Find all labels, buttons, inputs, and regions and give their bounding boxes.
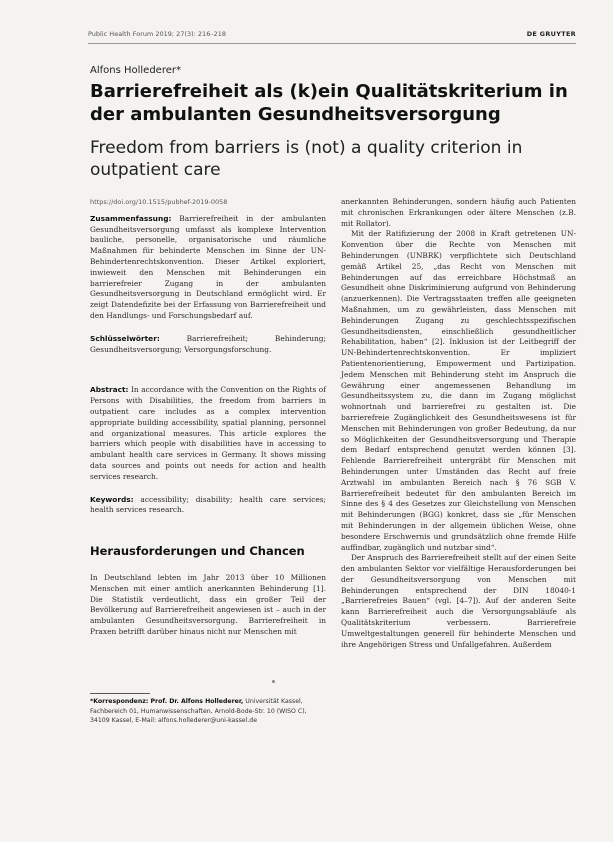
title-english: Freedom from barriers is (not) a quality criterion in outpatient care — [90, 138, 523, 180]
footnote-label: *Korrespondenz: Prof. Dr. Alfons Hollederer, — [90, 698, 244, 705]
keywords-english-text: accessibility; disability; health care services; health services research. — [90, 494, 326, 515]
correspondence-footnote — [90, 697, 326, 726]
keywords-german-label: Schlüsselwörter: — [90, 333, 160, 343]
abstract-english-text: In accordance with the Convention on the Rights of Persons with Disabilities, the freedom from barriers in outpatient care includes as a complex intervention appropriate building accessibility, spatial planning, personnel and organizational measures. This article explores the barriers which people with disabilities have in accessing to ambulant health care services in Germany. It shows missing data sources and points out needs for action and health services research. — [90, 385, 326, 481]
doi-link[interactable]: https://doi.org/10.1515/pubhef-2019-0058 — [90, 198, 228, 206]
abstract-english-label: Abstract: — [90, 385, 129, 395]
scan-speck — [272, 680, 275, 683]
running-header — [88, 30, 576, 42]
title-german: Barrierefreiheit als (k)ein Qualitätskriterium in der ambulanten Gesundheitsversorgung — [90, 81, 568, 125]
right-paragraph-3: Der Anspruch des Barrierefreiheit stellt auf der einen Seite den ambulanten Sektor vor vielfältige Herausforderungen bei der Gesundheitsversorgung von Menschen mit Behinderungen entsprechend der DIN 18040-1 „Barrierefreies Bauen“ (vgl. [4–7]). Auf der anderen Seite kann Barrierefreiheit auch die Versorgungsabläufe als Qualitätskriterium verbessern. Barrierefreie Umweltgestaltungen generell für behinderte Menschen und ihre Angehörigen Stress und Unfallgefahren. Außerdem — [341, 553, 576, 649]
left-column — [90, 197, 326, 638]
right-paragraph-2: Mit der Ratifizierung der 2008 in Kraft getretenen UN-Konvention über die Rechte von Menschen mit Behinderungen (UNBRK) verpflichtete sich Deutschland gemäß Artikel 25, „das Recht von Menschen mit Behinderungen auf das erreichbare Höchstmaß an Gesundheit ohne Diskriminierung aufgrund von Behinderung (anzuerkennen). Die Vertragsstaaten treffen alle geeigneten Maßnahmen, um zu gewährleisten, dass Menschen mit Behinderungen Zugang zu geschlechtsspezifischen Gesundheitsdiensten, einschließlich gesundheitlicher Rehabilitation, haben“ [2]. Inklusion ist der Leitbegriff der UN-Behindertenrechtskonvention. Er impliziert Patientenorientierung, Empowerment und Partizipation. Jedem Menschen mit Behinderung steht im Anspruch die Gewährung einer angemessenen Behandlung im Gesundheitssystem zu, die dann im Zugang möglichst wohnortnah und barrierefrei zu gestalten ist. Die barrierefreie Zugänglichkeit des Gesundheitswesens ist für Menschen mit Behinderungen von großer Bedeutung, da nur so Möglichkeiten der Gesundheitsversorgung und Therapie dem Bedarf entsprechend genutzt werden können [3]. Fehlende Barrierefreiheit untergräbt für Menschen mit Behinderungen unter Umständen das Recht auf freie Arztwahl im ambulanten Bereich nach § 76 SGB V. Barrierefreiheit bedeutet für den ambulanten Bereich im Sinne des § 4 des Gesetzes zur Gleichstellung von Menschen mit Behinderungen (BGG) konkret, dass sie „für Menschen mit Behinderungen in der allgemein üblichen Weise, ohne besondere Erschwernis und grundsätzlich ohne fremde Hilfe auffindbar, zugänglich und nutzbar sind“. — [341, 229, 576, 552]
right-paragraph-1: anerkannten Behinderungen, sondern häufig auch Patienten mit chronischen Erkrankungen oder ältere Menschen (z.B. mit Rollator). — [341, 197, 576, 228]
abstract-english — [90, 385, 326, 482]
keywords-german-text: Barrierefreiheit; Behinderung; Gesundheitsversorgung; Versorgungsforschung. — [90, 333, 326, 354]
section-heading: Herausforderungen und Chancen — [90, 544, 305, 559]
keywords-english — [90, 495, 326, 517]
header-rule — [88, 43, 576, 44]
abstract-german — [90, 214, 326, 322]
keywords-english-label: Keywords: — [90, 494, 134, 504]
footnote-text: Universität Kassel, Fachbereich 01, Humanwissenschaften, Arnold-Bode-Str. 10 (WISO C), 34109 Kassel, E-Mail: alfons.hollederer@uni-kassel.de — [90, 698, 307, 724]
abstract-german-text: Barrierefreiheit in der ambulanten Gesundheitsversorgung umfasst als komplexe Intervention bauliche, personelle, organisatorische und räumliche Maßnahmen für behinderte Menschen im Sinne der UN-Behindertenrechtskonvention. Dieser Artikel exploriert, inwieweit den Menschen mit Behinderungen ein barrierefreier Zugang in der ambulanten Gesundheitsversorgung in Deutschland ermöglicht wird. Er zeigt Datendefizite bei der Erfassung von Barrierefreiheit und den Handlungs- und Forschungsbedarf auf. — [90, 213, 326, 320]
footnote-rule — [90, 693, 150, 694]
section-body-text: In Deutschland lebten im Jahr 2013 über 10 Millionen Menschen mit einer amtlich anerkannten Behinderung [1]. Die Statistik verdeutlicht, dass ein großer Teil der Bevölkerung auf Barrierefreiheit angewiesen ist – auch in der ambulanten Gesundheitsversorgung. Barrierefreiheit in Praxen betrifft darüber hinaus nicht nur Menschen mit — [90, 572, 326, 636]
abstract-german-label: Zusammenfassung: — [90, 213, 172, 223]
journal-citation: Public Health Forum 2019; 27(3): 216–218 — [88, 30, 226, 38]
author-name: Alfons Hollederer* — [90, 65, 181, 76]
right-column — [341, 197, 576, 650]
publisher-name: DE GRUYTER — [526, 30, 576, 38]
keywords-german — [90, 334, 326, 356]
